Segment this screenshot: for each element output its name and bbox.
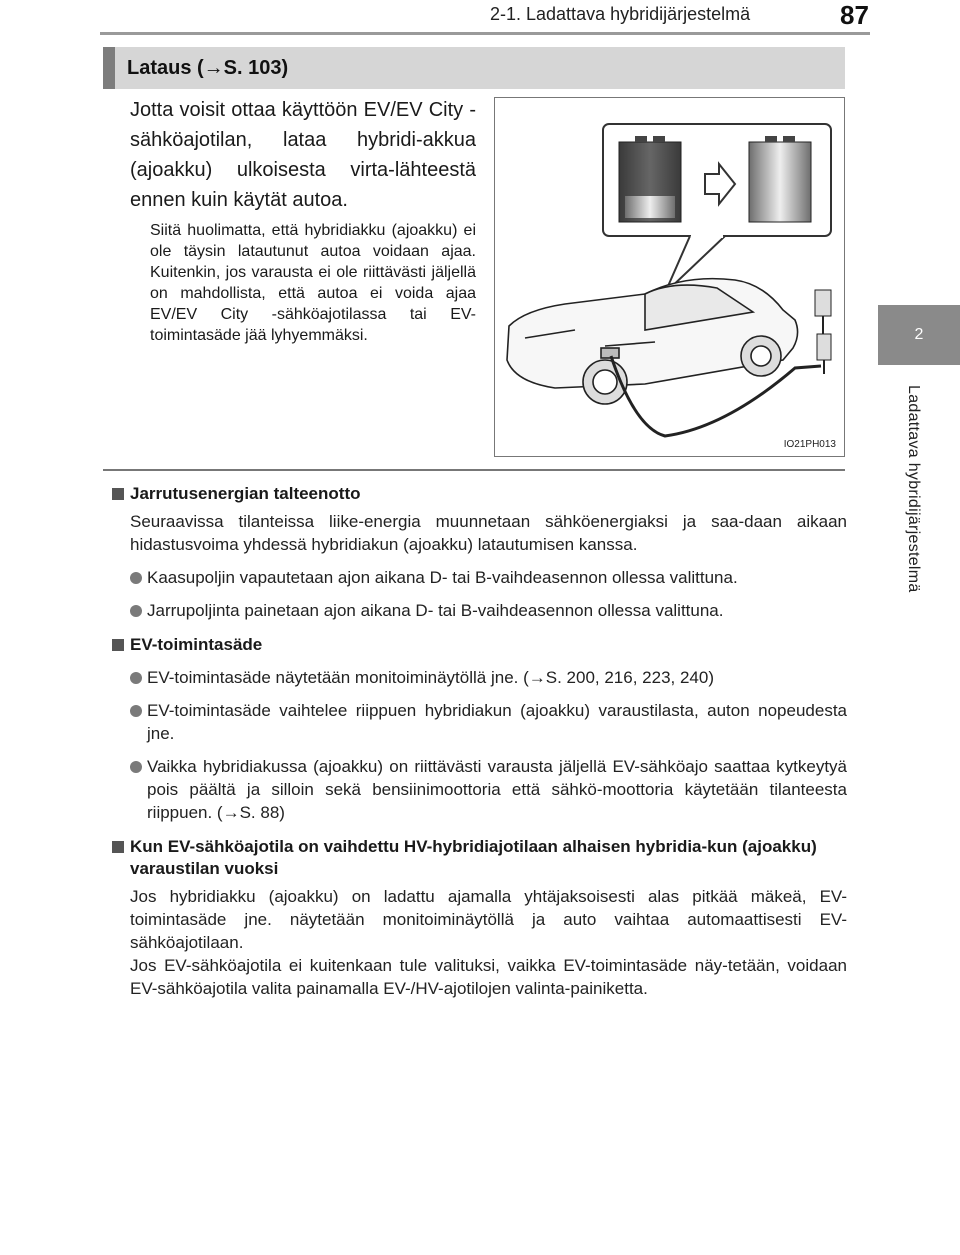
list-item-text: EV-toimintasäde näytetään monitoiminäytöllä jne. (→S. 200, 216, 223, 240) [147,668,715,687]
round-bullet-icon [130,705,142,717]
subsection-title: Kun EV-sähköajotila on vaihdettu HV-hybridiajotilaan alhaisen hybridia-kun (ajoakku) varaustilan vuoksi [130,837,817,878]
page-number: 87 [840,0,869,30]
section-heading-text: Lataus (→S. 103) [127,56,289,79]
list-item-text: Kaasupoljin vapautetaan ajon aikana D- tai B-vaihdeasennon ollessa valittuna. [147,568,738,587]
list-item [112,599,847,622]
round-bullet-icon [130,572,142,584]
square-bullet-icon [112,488,124,500]
round-bullet-icon [130,605,142,617]
header-section-title: 2-1. Ladattava hybridijärjestelmä [490,4,751,24]
section-heading [103,47,845,89]
subsection-heading [112,836,847,880]
charging-station-icon [815,290,831,374]
chapter-tab-number: 2 [878,305,960,365]
subsection-title: Jarrutusenergian talteenotto [130,484,361,503]
car-charging-diagram [495,98,844,456]
square-bullet-icon [112,841,124,853]
battery-empty-icon [619,136,681,222]
paragraph: Seuraavissa tilanteissa liike-energia muunnetaan sähköenergiaksi ja saa-daan aikaan hidastusvoima yhdessä hybridiakun (ajoakku) latautumisen kanssa. [130,512,847,554]
intro-text: Jotta voisit ottaa käyttöön EV/EV City -sähköajotilan, lataa hybridi-akkua (ajoakku) ulkoisesta virta-lähteestä ennen kuin käytät autoa. [130,99,476,211]
list-item-text: Vaikka hybridiakussa (ajoakku) on riittävästi varausta jäljellä EV-sähköajo saattaa kytkeytyä pois päältä ja silloin sekä bensiinimoottoria että sähkö-moottoria käytetään tilanteesta riippuen. (→S. 88) [147,757,847,822]
square-bullet-icon [112,639,124,651]
chapter-tab-title: Ladattava hybridijärjestelmä [905,385,922,593]
battery-full-icon [749,136,811,222]
intro-note: Siitä huolimatta, että hybridiakku (ajoakku) ei ole täysin latautunut autoa voidaan ajaa. Kuitenkin, jos varausta ei ole riittävästi jäljellä on mahdollista, että autoa ei voida ajaa EV/EV City -sähköajotilassa tai EV-toimintasäde jää lyhyemmäksi. [150,222,476,344]
subsection-title: EV-toimintasäde [130,635,263,654]
car-illustration [507,279,798,404]
main-content [112,483,847,1000]
round-bullet-icon [130,761,142,773]
header-rule [100,32,870,35]
charging-illustration [494,97,845,457]
subsection-heading [112,483,847,505]
list-item-text: EV-toimintasäde vaihtelee riippuen hybridiakun (ajoakku) varaustilasta, auton nopeudesta jne. [147,701,847,743]
round-bullet-icon [130,672,142,684]
figure-code: IO21PH013 [783,439,836,450]
subsection-heading [112,634,847,656]
list-item [112,566,847,589]
list-item [112,755,847,824]
list-item-text: Jarrupoljinta painetaan ajon aikana D- tai B-vaihdeasennon ollessa valittuna. [147,601,724,620]
paragraph: Jos hybridiakku (ajoakku) on ladattu ajamalla yhtäjaksoisesti alas pitkää mäkeä, EV-toimintasäde jne. näytetään monitoiminäytöllä ja auto vaihtaa automaattisesti EV-sähköajotilaan. [130,887,847,952]
paragraph: Jos EV-sähköajotila ei kuitenkaan tule valituksi, vaikka EV-toimintasäde näy-tetään, voidaan EV-sähköajotila valita painamalla EV-/HV-ajotilojen valinta-painiketta. [130,956,847,998]
list-item [112,699,847,745]
list-item [112,666,847,689]
side-tab-top [878,0,960,305]
section-divider [103,469,845,471]
